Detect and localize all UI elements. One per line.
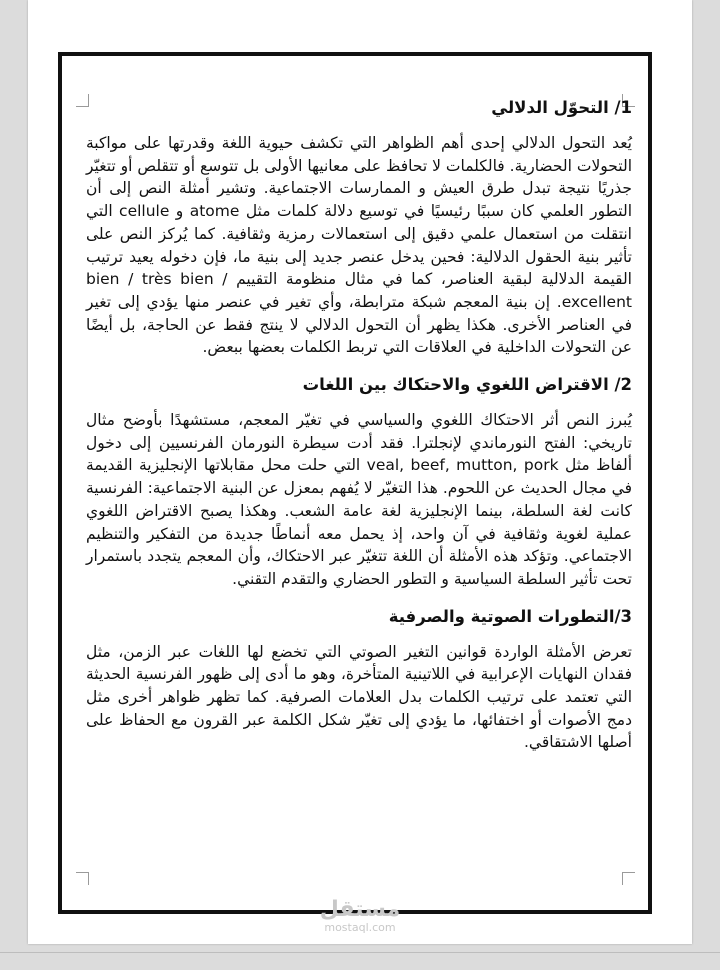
section-body-phonetic: تعرض الأمثلة الواردة قوانين التغير الصوتي التي تخضع لها اللغات عبر الزمن، مثل فقدان النهايات الإعرابية في اللاتينية المتأخرة، وهو ما أدى إلى ظهور الفرنسية الحديثة التي تعتمد على ترتيب الكلمات بدل العلامات الصرفية. كما تظهر ظواهر أخرى مثل دمج الأصوات أو اختفائها، ما يؤدي إلى تغيّر شكل الكلمة عبر القرون مع الحفاظ على أصلها الاشتقاقي. bbox=[86, 642, 632, 752]
watermark-latin: mostaql.com bbox=[324, 921, 396, 934]
watermark-logo bbox=[300, 898, 420, 934]
section-body-semantic-shift: يُعد التحول الدلالي إحدى أهم الظواهر التي تكشف حيوية اللغة وقدرتها على مواكبة التحولات الحضارية. فالكلمات لا تحافظ على معانيها الأولى بل تتوسع أو تتقلص أو تتغيّر جذريًا نتيجة تبدل طرق العيش و الممارسات الاجتماعية. وتشير أمثلة النص إلى أن التطور العلمي كان سببًا رئيسيًا في توسيع دلالة كلمات مثل atome و cellule التي انتقلت من استعمال علمي دقيق إلى استعمالات رمزية وثقافية. كما يُركز النص على تأثير بنية الحقول الدلالية: فحين يدخل عنصر جديد إلى بنية ما، فإن دخوله يعيد ترتيب القيمة الدلالية لبقية العناصر، كما في مثال منظومة التقييم bien / très bien / excellent. إن بنية المعجم شبكة مترابطة، وأي تغير في عنصر منها يؤدي إلى تغير في العناصر الأخرى. هكذا يظهر أن التحول الدلالي لا ينتج فقط عن الحاجة، بل أيضًا عن التحولات الداخلية في العلاقات التي تربط الكلمات بعضها ببعض. bbox=[86, 134, 632, 357]
margin-corner-mark bbox=[622, 872, 635, 885]
section-heading-semantic-shift: 1/ التحوّل الدلالي bbox=[491, 98, 632, 117]
watermark-arabic: مستقل bbox=[319, 897, 401, 922]
section-heading-borrowing: 2/ الاقتراض اللغوي والاحتكاك بين اللغات bbox=[302, 375, 632, 395]
section-heading-phonetic: 3/التطورات الصوتية والصرفية bbox=[388, 606, 632, 626]
document-content bbox=[86, 96, 632, 768]
margin-corner-mark bbox=[76, 872, 89, 885]
page-bottom-divider bbox=[0, 952, 720, 953]
section-body-borrowing: يُبرز النص أثر الاحتكاك اللغوي والسياسي في تغيّر المعجم، مستشهدًا بأوضح مثال تاريخي: الفتح النورماندي لإنجلترا. فقد أدت سيطرة النورمان الفرنسيين إلى دخول ألفاظ مثل veal, beef, mutton, pork التي حلت محل مقابلاتها الإنجليزية القديمة في مجال الحديث عن اللحوم. هذا التغيّر لا يُفهم بمعزل عن البنية الاجتماعية: الفرنسية كانت لغة السلطة، بينما الإنجليزية لغة عامة الشعب. وهكذا يصبح الاقتراض اللغوي عملية لغوية وثقافية في آن واحد، إذ يحمل معه أنماطًا جديدة من التفكير والتنظيم الاجتماعي. وتؤكد هذه الأمثلة أن اللغة تتغيّر عبر الاحتكاك، وأن المعجم يتجدد باستمرار تحت تأثير السلطة السياسية و التطور الحضاري والتقدم التقني. bbox=[86, 411, 633, 588]
document-page bbox=[28, 0, 692, 944]
